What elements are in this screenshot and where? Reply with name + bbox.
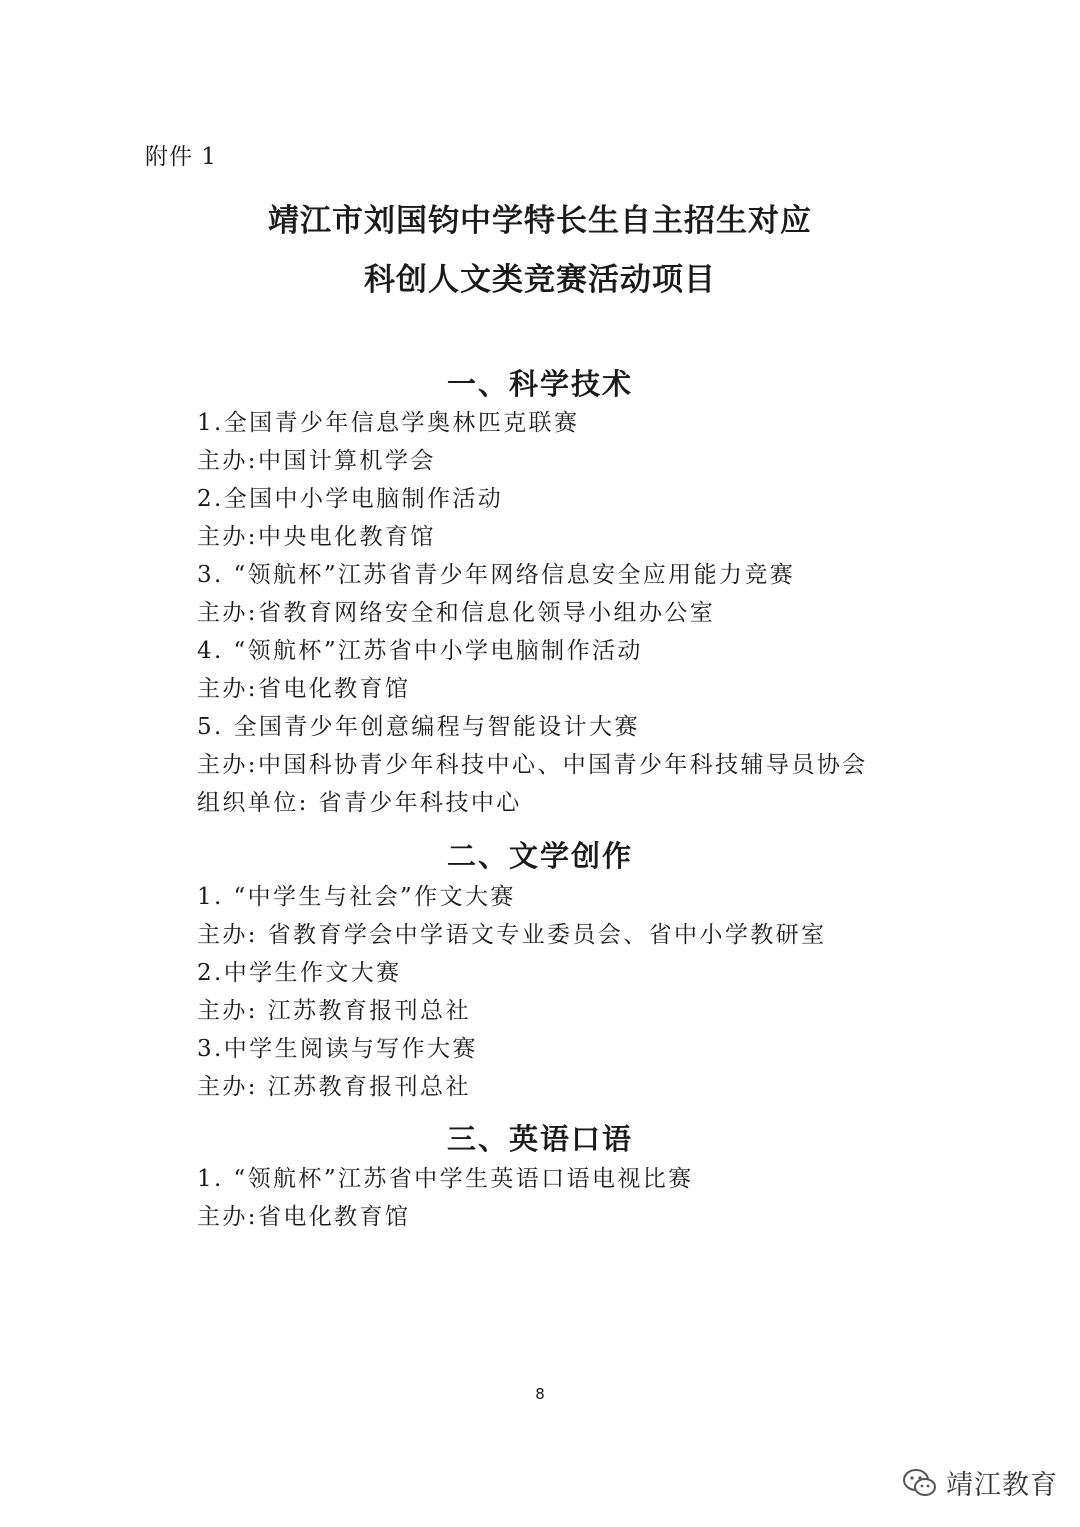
list-item: 主办: 江苏教育报刊总社: [197, 998, 471, 1024]
list-item: 主办: 省教育学会中学语文专业委员会、省中小学教研室: [197, 922, 827, 948]
list-item: 1.全国青少年信息学奥林匹克联赛: [197, 410, 580, 436]
wechat-icon: [902, 1467, 938, 1499]
list-item: 5. 全国青少年创意编程与智能设计大赛: [197, 714, 640, 740]
list-item: 主办:省电化教育馆: [197, 676, 411, 702]
attachment-label: 附件 1: [145, 144, 217, 170]
document-title-line-1: 靖江市刘国钧中学特长生自主招生对应: [268, 203, 812, 239]
section-heading-literature: 二、文学创作: [446, 839, 633, 873]
page-number: 8: [535, 1385, 545, 1403]
list-item: 主办:中国计算机学会: [197, 448, 436, 474]
list-item: 主办:中国科协青少年科技中心、中国青少年科技辅导员协会: [197, 752, 868, 778]
list-item: 主办: 江苏教育报刊总社: [197, 1074, 471, 1100]
list-item: 3.中学生阅读与写作大赛: [197, 1036, 478, 1062]
list-item: 1. “领航杯”江苏省中学生英语口语电视比赛: [197, 1166, 694, 1192]
list-item: 4. “领航杯”江苏省中小学电脑制作活动: [197, 638, 643, 664]
list-item: 3. “领航杯”江苏省青少年网络信息安全应用能力竞赛: [197, 562, 796, 588]
section-heading-science: 一、科学技术: [446, 367, 633, 401]
list-item: 2.全国中小学电脑制作活动: [197, 486, 504, 512]
list-item: 组织单位: 省青少年科技中心: [197, 790, 522, 816]
watermark-text: 靖江教育: [946, 1470, 1058, 1501]
watermark: [902, 1463, 1058, 1502]
list-item: 1. “中学生与社会”作文大赛: [197, 884, 516, 910]
list-item: 主办:中央电化教育馆: [197, 524, 436, 550]
list-item: 主办:省教育网络安全和信息化领导小组办公室: [197, 600, 716, 626]
list-item: 2.中学生作文大赛: [197, 960, 402, 986]
list-item: 主办:省电化教育馆: [197, 1204, 411, 1230]
document-title-line-2: 科创人文类竞赛活动项目: [364, 262, 716, 298]
section-heading-english: 三、英语口语: [446, 1122, 633, 1156]
